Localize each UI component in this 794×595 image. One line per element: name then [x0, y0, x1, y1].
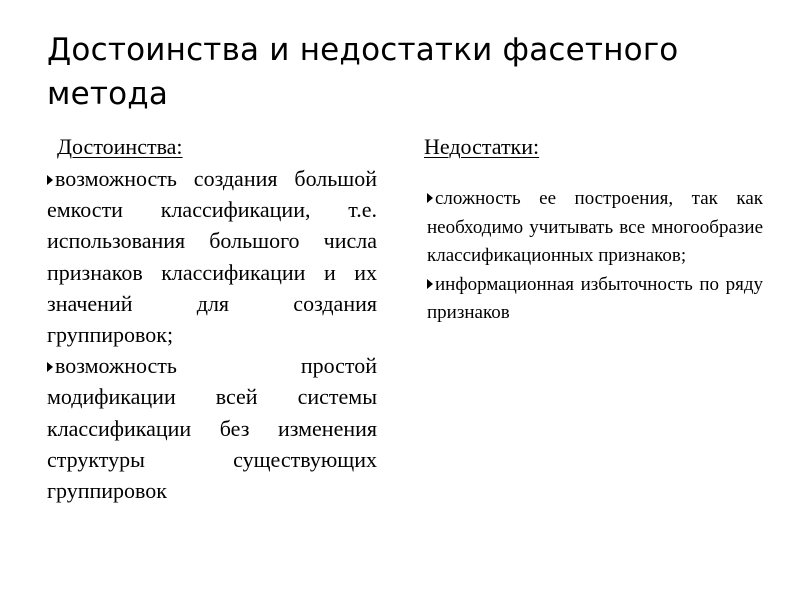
advantage-item — [47, 163, 377, 350]
advantage-item — [47, 350, 377, 506]
advantage-item-text: возможность простой модификации всей системы классификации без изменения структуры существующих группировок — [47, 353, 377, 504]
disadvantages-header: Недостатки: — [424, 134, 540, 159]
advantages-header: Достоинства: — [57, 134, 183, 159]
advantage-item-text: возможность создания большой емкости классификации, т.е. использования большого числа признаков классификации и их значений для создания группировок; — [47, 166, 377, 348]
disadvantage-item — [427, 271, 763, 328]
bullet-icon — [47, 175, 53, 185]
disadvantage-item — [427, 185, 763, 271]
bullet-icon — [47, 362, 53, 372]
disadvantage-item-text: сложность ее построения, так как необходимо учитывать все многообразие классификационных признаков; — [427, 188, 763, 267]
bullet-icon — [427, 193, 433, 203]
advantages-list — [47, 163, 377, 506]
disadvantage-item-text: информационная избыточность по ряду признаков — [427, 273, 763, 324]
bullet-icon — [427, 279, 433, 289]
disadvantages-list — [427, 185, 763, 328]
slide-title: Достоинства и недостатки фасетного метода — [47, 32, 679, 112]
